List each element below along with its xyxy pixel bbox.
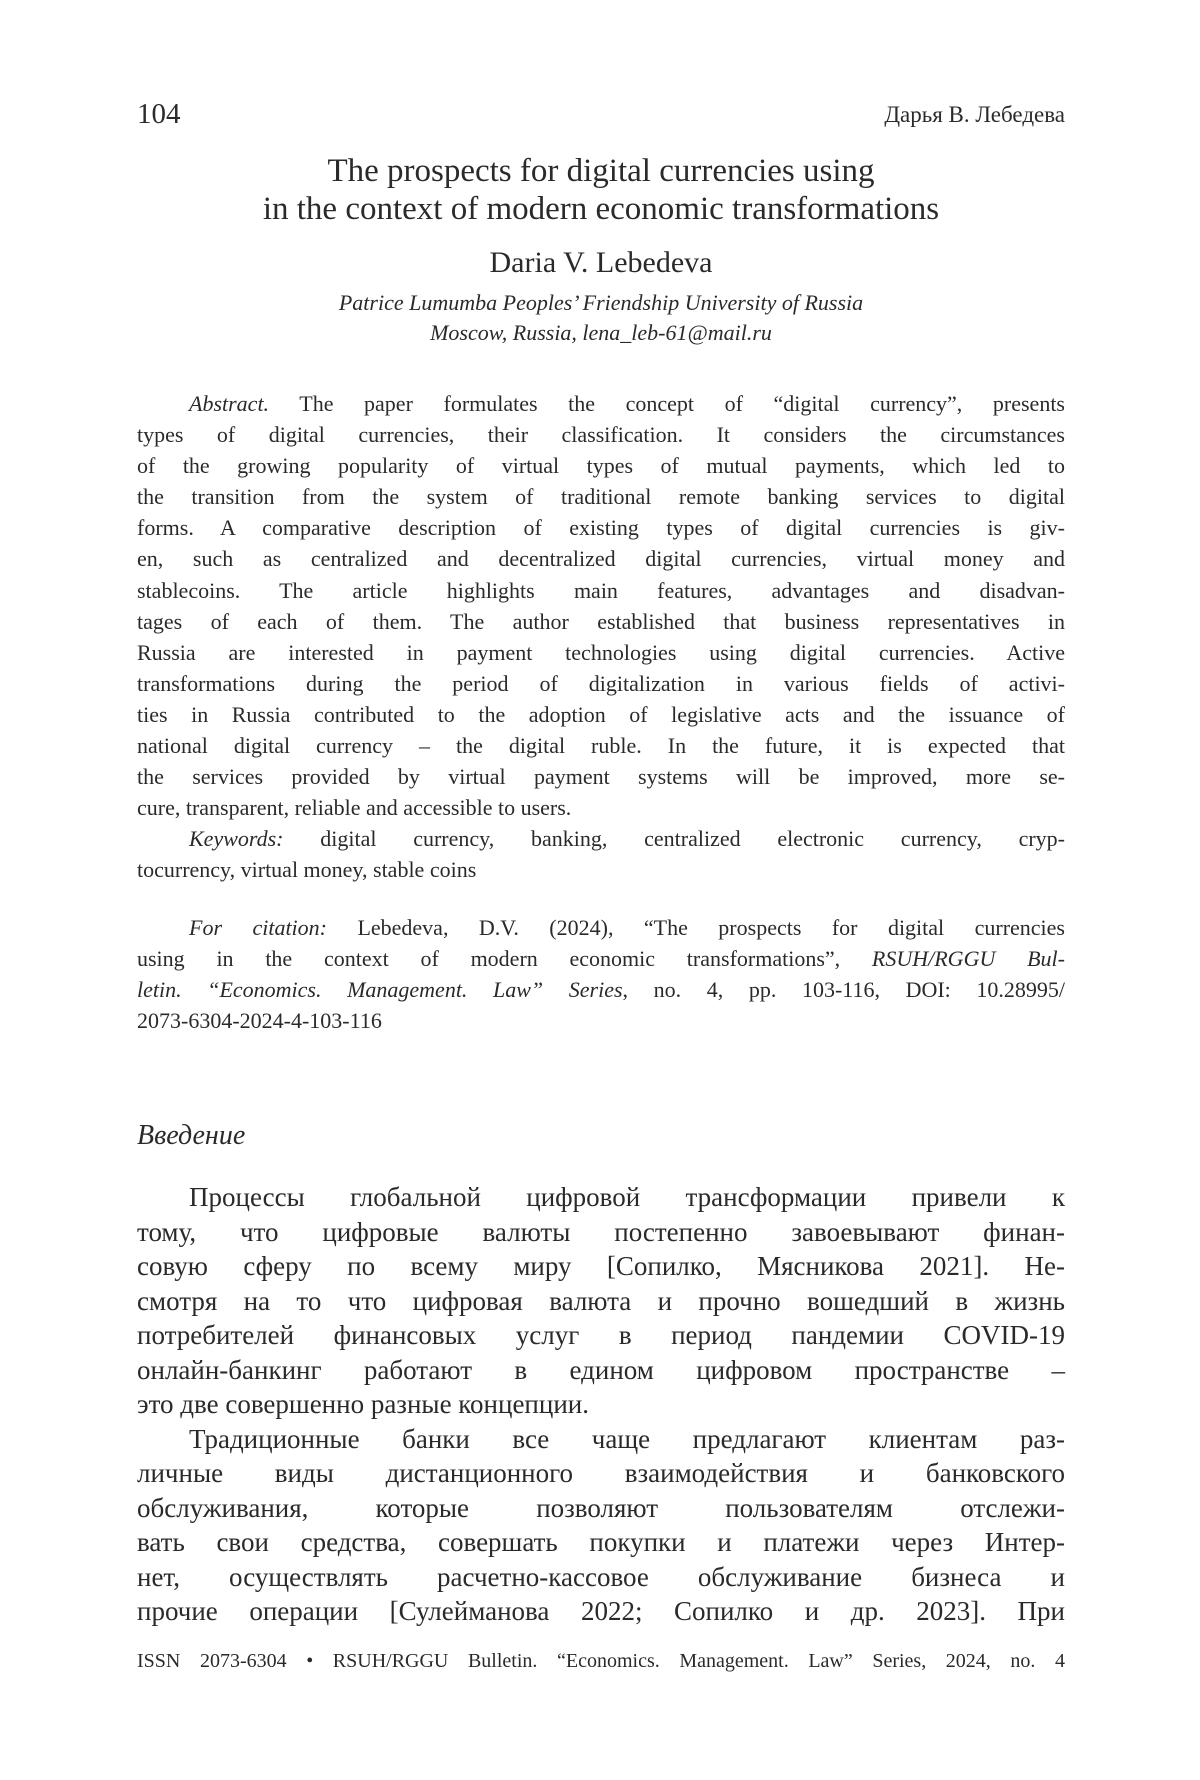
body-line: нет, осуществлять расчетно-кассовое обслуживание бизнеса и	[137, 1561, 1065, 1592]
title-line: in the context of modern economic transformations	[262, 191, 940, 227]
abstract-line: Russia are interested in payment technologies using digital currencies. Active	[137, 639, 1065, 665]
abstract-line: Abstract. The paper formulates the concept of “digital currency”, presents	[189, 391, 1065, 416]
body-line: тому, что цифровые валюты постепенно завоевывают финан-	[137, 1216, 1065, 1247]
abstract-line: of the growing popularity of virtual types of mutual payments, which led to	[137, 453, 1065, 479]
abstract-line: ties in Russia contributed to the adoption of legislative acts and the issuance of	[137, 701, 1065, 727]
body-line: обслуживания, которые позволяют пользователям отслежи-	[137, 1492, 1065, 1523]
author-name: Daria V. Lebedeva	[489, 246, 713, 279]
body-line: вать свои средства, совершать покупки и платежи через Интер-	[137, 1527, 1065, 1557]
body-line: это две совершенно разные концепции.	[137, 1389, 589, 1419]
abstract-line: the transition from the system of traditional remote banking services to digital	[137, 484, 1065, 510]
citation	[137, 912, 1065, 1036]
abstract-line: the services provided by virtual payment systems will be improved, more se-	[137, 764, 1065, 790]
location-email: Moscow, Russia, lena_leb-61@mail.ru	[430, 320, 772, 345]
body-line: личные виды дистанционного взаимодействия и банковского	[137, 1458, 1065, 1488]
university: Patrice Lumumba Peoples’ Friendship University of Russia	[338, 290, 864, 315]
title-line: The prospects for digital currencies using	[327, 153, 875, 189]
citation-line: letin. “Economics. Management. Law” Series, no. 4, pp. 103-116, DOI: 10.28995/	[137, 977, 1065, 1003]
abstract-line: cure, transparent, reliable and accessible to users.	[137, 795, 572, 821]
citation-label: For citation:	[189, 915, 327, 940]
body-line: потребителей финансовых услуг в период пандемии COVID-19	[137, 1320, 1065, 1350]
abstract	[137, 388, 1065, 886]
abstract-line: types of digital currencies, their classification. It considers the circumstances	[137, 422, 1065, 448]
keywords-line: tocurrency, virtual money, stable coins	[137, 857, 477, 883]
body-line: Традиционные банки все чаще предлагают клиентам раз-	[189, 1423, 1065, 1454]
keywords-label: Keywords:	[189, 826, 284, 852]
section-heading: Введение	[137, 1120, 246, 1151]
body-line: смотря на то что цифровая валюта и прочно вошедший в жизнь	[137, 1285, 1065, 1316]
page-footer: ISSN 2073-6304 • RSUH/RGGU Bulletin. “Economics. Management. Law” Series, 2024, no. 4	[137, 1650, 1065, 1672]
body-line: совую сферу по всему миру [Сопилко, Мясникова 2021]. Не-	[137, 1251, 1065, 1281]
abstract-line: forms. A comparative description of existing types of digital currencies is giv-	[137, 515, 1065, 541]
affiliation	[137, 288, 1065, 348]
article-title	[137, 152, 1065, 228]
abstract-line: tages of each of them. The author established that business representatives in	[137, 608, 1065, 634]
abstract-line: stablecoins. The article highlights main features, advantages and disadvan-	[137, 577, 1065, 603]
abstract-label: Abstract.	[189, 391, 270, 416]
citation-line: 2073-6304-2024-4-103-116	[137, 1008, 382, 1034]
citation-line: using in the context of modern economic transformations”, RSUH/RGGU Bul-	[137, 946, 1065, 972]
page-number: 104	[137, 98, 181, 130]
body-text	[137, 1180, 1065, 1629]
keywords-line: Keywords: digital currency, banking, centralized electronic currency, cryp-	[189, 826, 1065, 852]
body-line: онлайн-банкинг работают в едином цифровом пространстве –	[137, 1354, 1065, 1385]
body-line: Процессы глобальной цифровой трансформации привели к	[189, 1182, 1065, 1212]
citation-line: For citation: Lebedeva, D.V. (2024), “The prospects for digital currencies	[189, 915, 1065, 940]
running-head: Дарья В. Лебедева	[884, 102, 1065, 127]
body-line: прочие операции [Сулейманова 2022; Сопилко и др. 2023]. При	[137, 1596, 1065, 1626]
abstract-line: national digital currency – the digital ruble. In the future, it is expected that	[137, 733, 1065, 759]
abstract-line: transformations during the period of digitalization in various fields of activi-	[137, 670, 1065, 696]
abstract-line: en, such as centralized and decentralized digital currencies, virtual money and	[137, 546, 1065, 572]
